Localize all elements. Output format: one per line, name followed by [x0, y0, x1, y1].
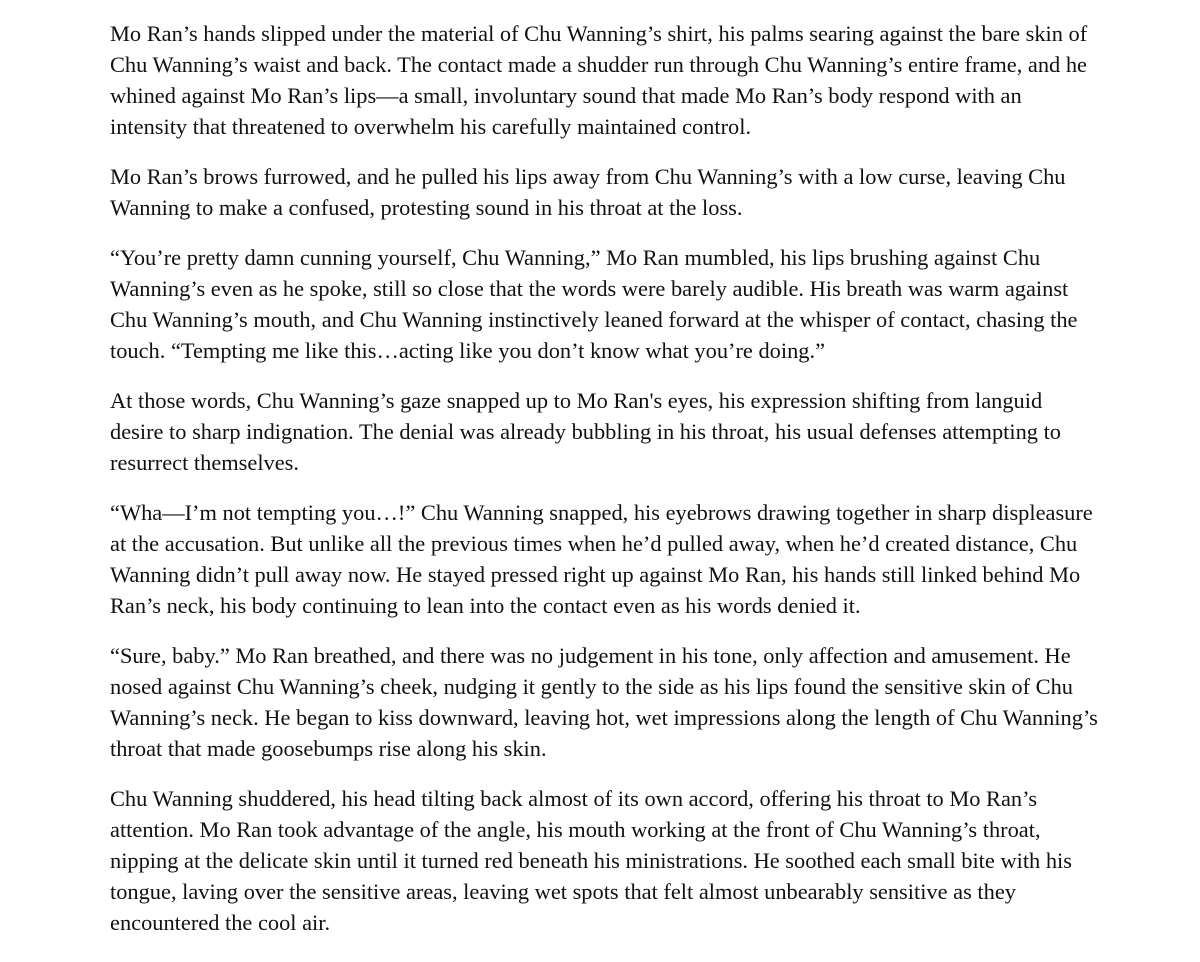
- paragraph-5: “Wha—I’m not tempting you…!” Chu Wanning snapped, his eyebrows drawing together in sharp displeasure at the accusation. But unlike all the previous times when he’d pulled away, when he’d created distance, Chu Wanning didn’t pull away now. He stayed pressed right up against Mo Ran, his hands still linked behind Mo Ran’s neck, his body continuing to lean into the contact even as his words denied it.: [110, 500, 1093, 618]
- paragraph-1: Mo Ran’s hands slipped under the material of Chu Wanning’s shirt, his palms searing against the bare skin of Chu Wanning’s waist and back. The contact made a shudder run through Chu Wanning’s entire frame, and he whined against Mo Ran’s lips—a small, involuntary sound that made Mo Ran’s body respond with an intensity that threatened to overwhelm his carefully maintained control.: [110, 21, 1088, 139]
- paragraph-2: Mo Ran’s brows furrowed, and he pulled his lips away from Chu Wanning’s with a low curse, leaving Chu Wanning to make a confused, protesting sound in his throat at the loss.: [110, 164, 1066, 220]
- paragraph-7: Chu Wanning shuddered, his head tilting back almost of its own accord, offering his throat to Mo Ran’s attention. Mo Ran took advantage of the angle, his mouth working at the front of Chu Wanning’s throat, nipping at the delicate skin until it turned red beneath his ministrations. He soothed each small bite with his tongue, laving over the sensitive areas, leaving wet spots that felt almost unbearably sensitive as they encountered the cool air.: [110, 786, 1072, 935]
- paragraph-3: “You’re pretty damn cunning yourself, Chu Wanning,” Mo Ran mumbled, his lips brushing against Chu Wanning’s even as he spoke, still so close that the words were barely audible. His breath was warm against Chu Wanning’s mouth, and Chu Wanning instinctively leaned forward at the whisper of contact, chasing the touch. “Tempting me like this…acting like you don’t know what you’re doing.”: [110, 245, 1078, 363]
- paragraph-4: At those words, Chu Wanning’s gaze snapped up to Mo Ran's eyes, his expression shifting from languid desire to sharp indignation. The denial was already bubbling in his throat, his usual defenses attempting to resurrect themselves.: [110, 388, 1061, 475]
- paragraph-6: “Sure, baby.” Mo Ran breathed, and there was no judgement in his tone, only affection and amusement. He nosed against Chu Wanning’s cheek, nudging it gently to the side as his lips found the sensitive skin of Chu Wanning’s neck. He began to kiss downward, leaving hot, wet impressions along the length of Chu Wanning’s throat that made goosebumps rise along his skin.: [110, 643, 1098, 761]
- document-body: [110, 18, 1100, 957]
